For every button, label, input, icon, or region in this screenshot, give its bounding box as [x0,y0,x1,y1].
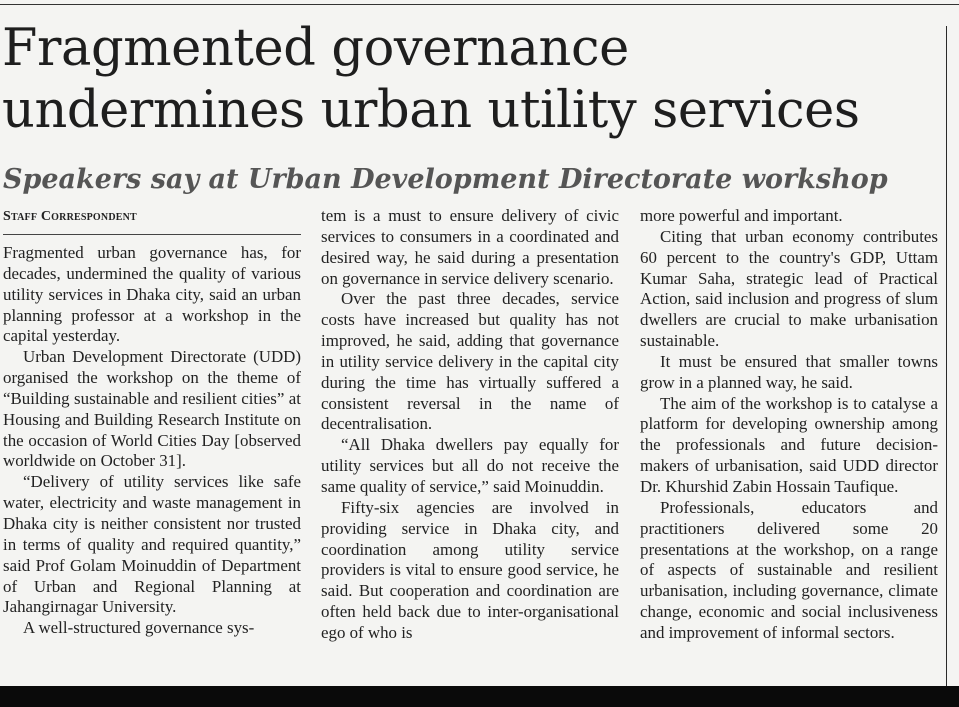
headline: Fragmented governance undermines urban utility services [2,19,860,140]
byline: Staff Correspondent [3,209,137,224]
article-column-3 [640,206,938,686]
article-column-1 [3,243,301,686]
article-column-2 [321,206,619,686]
paragraph: The aim of the workshop is to catalyse a platform for developing ownership among the professionals and future decision-makers of urbanisation, said UDD director Dr. Khurshid Zabin Hossain Taufique. [640,393,938,496]
paragraph: A well-structured governance sys- [23,618,255,638]
paragraph: Citing that urban economy contributes 60 percent to the country's GDP, Uttam Kumar Saha, strategic lead of Practical Action, said inclusion and progress of slum dwellers are crucial to make urbanisation sustainable. [640,226,938,351]
column-divider [946,26,947,686]
paragraph: Fragmented urban governance has, for decades, undermined the quality of various utility services in Dhaka city, said an urban planning professor at a workshop in the capital yesterday. [3,243,301,346]
byline-rule [3,234,301,235]
top-rule [0,4,959,5]
paragraph: “Delivery of utility services like safe water, electricity and waste management in Dhaka city is neither consistent nor trusted in terms of quality and required quantity,” said Prof Golam Moinuddin of Department of Urban and Regional Planning at Jahangirnagar University. [3,472,301,617]
paragraph: Over the past three decades, service costs have increased but quality has not improved, he said, adding that governance in utility service delivery in the capital city during the time has virtually suffered a consistent reversal in the name of decentralisation. [321,289,619,434]
paragraph: Professionals, educators and practitioners delivered some 20 presentations at the workshop, on a range of aspects of sustainable and resilient urbanisation, including governance, climate change, economic and social inclusiveness and improvement of informal sectors. [640,497,938,642]
paragraph: It must be ensured that smaller towns grow in a planned way, he said. [640,351,938,392]
adjacent-column-edge [950,26,959,686]
scan-bottom-edge [0,686,959,707]
paragraph: “All Dhaka dwellers pay equally for utility services but all do not receive the same quality of service,” said Moinuddin. [321,435,619,496]
subheadline: Speakers say at Urban Development Directorate workshop [3,164,888,195]
paragraph: Fifty-six agencies are involved in providing service in Dhaka city, and coordination among utility service providers is vital to ensure good service, he said. But cooperation and coordination are often held back due to inter-organisational ego of who is [321,497,619,642]
paragraph: Urban Development Directorate (UDD) organised the workshop on the theme of “Building sustainable and resilient cities” at Housing and Building Research Institute on the occasion of World Cities Day [observed worldwide on October 31]. [3,347,301,471]
paragraph: tem is a must to ensure delivery of civic services to consumers in a coordinated and desired way, he said during a presentation on governance in service delivery scenario. [321,206,619,288]
paragraph: more powerful and important. [640,206,843,225]
